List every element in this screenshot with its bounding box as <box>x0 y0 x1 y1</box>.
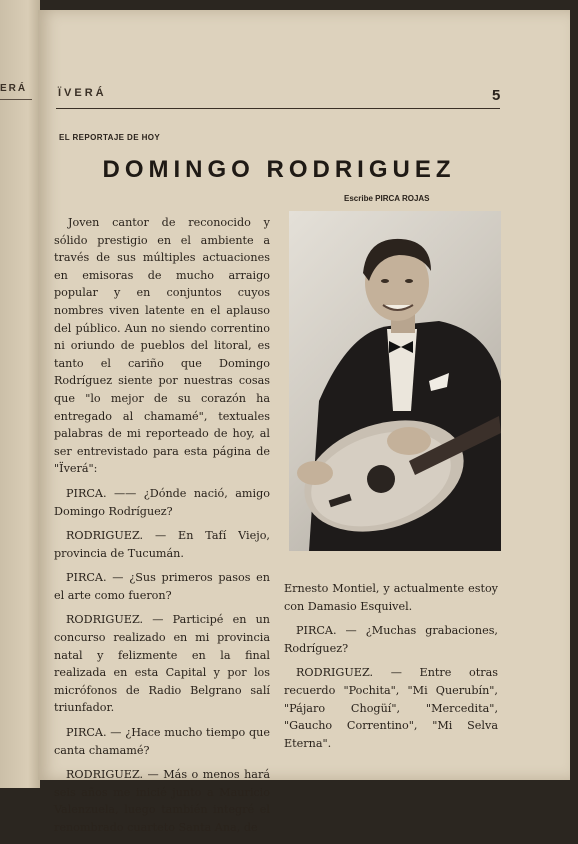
interview-paragraph: RODRIGUEZ. — Entre otras recuerdo "Pochita", "Mi Querubín", "Pájaro Chogüí", "Mercedita", "Gaucho Correntino", "Mi Selva Eterna". <box>284 666 498 750</box>
interview-paragraph: RODRIGUEZ. — Más o menos hará seis años me inicié junto a Mauricio Valenzuela, luego también integré el renombrado cuarteto Santa Ana, de <box>54 768 270 834</box>
magazine-page <box>38 10 570 834</box>
portrait-photo <box>289 211 501 551</box>
previous-page-rule <box>0 99 32 100</box>
interview-paragraph: Ernesto Montiel, y actualmente estoy con Damasio Esquivel. <box>284 582 498 613</box>
byline: Escribe PIRCA ROJAS <box>344 194 430 203</box>
interview-paragraph: RODRIGUEZ. — Participé en un concurso realizado en mi provincia natal y felizmente en la final realizada en esta Capital y por los micrófonos de Radio Belgrano salí triunfador. <box>54 613 270 715</box>
interview-paragraph: RODRIGUEZ. — En Tafí Viejo, provincia de Tucumán. <box>54 529 270 560</box>
right-column <box>284 580 498 759</box>
page-number: 5 <box>492 87 501 104</box>
left-column <box>54 214 270 844</box>
intro-paragraph: Joven cantor de reconocido y sólido prestigio en el ambiente a través de sus múltiples actuaciones en emisoras de mucho arraigo popular y en conjuntos cuyos nombres viven latente en el aplauso del público. Aun no siendo correntino ni oriundo de pueblos del litoral, es tanto el cariño que Domingo Rodríguez siente por nuestras cosas que "lo mejor de su corazón ha entregado al chamamé", textuales palabras de mi reporteado de hoy, al ser entrevistado para esta página de "Ïverá": <box>54 216 270 476</box>
interview-paragraph: PIRCA. —— ¿Dónde nació, amigo Domingo Rodríguez? <box>54 486 270 518</box>
interview-paragraph: PIRCA. — ¿Muchas grabaciones, Rodríguez? <box>284 624 498 655</box>
article-title: DOMINGO RODRIGUEZ <box>102 156 456 183</box>
interview-paragraph: PIRCA. — ¿Sus primeros pasos en el arte como fueron? <box>54 571 270 602</box>
previous-page-edge <box>0 0 40 788</box>
header-rule <box>56 108 500 109</box>
previous-page-header: ERÁ <box>0 83 28 94</box>
portrait-illustration <box>289 211 501 551</box>
interview-paragraph: PIRCA. — ¿Hace mucho tiempo que canta chamamé? <box>54 726 270 757</box>
magazine-title: ÏVERÁ <box>58 87 107 99</box>
section-label: EL REPORTAJE DE HOY <box>59 133 161 142</box>
